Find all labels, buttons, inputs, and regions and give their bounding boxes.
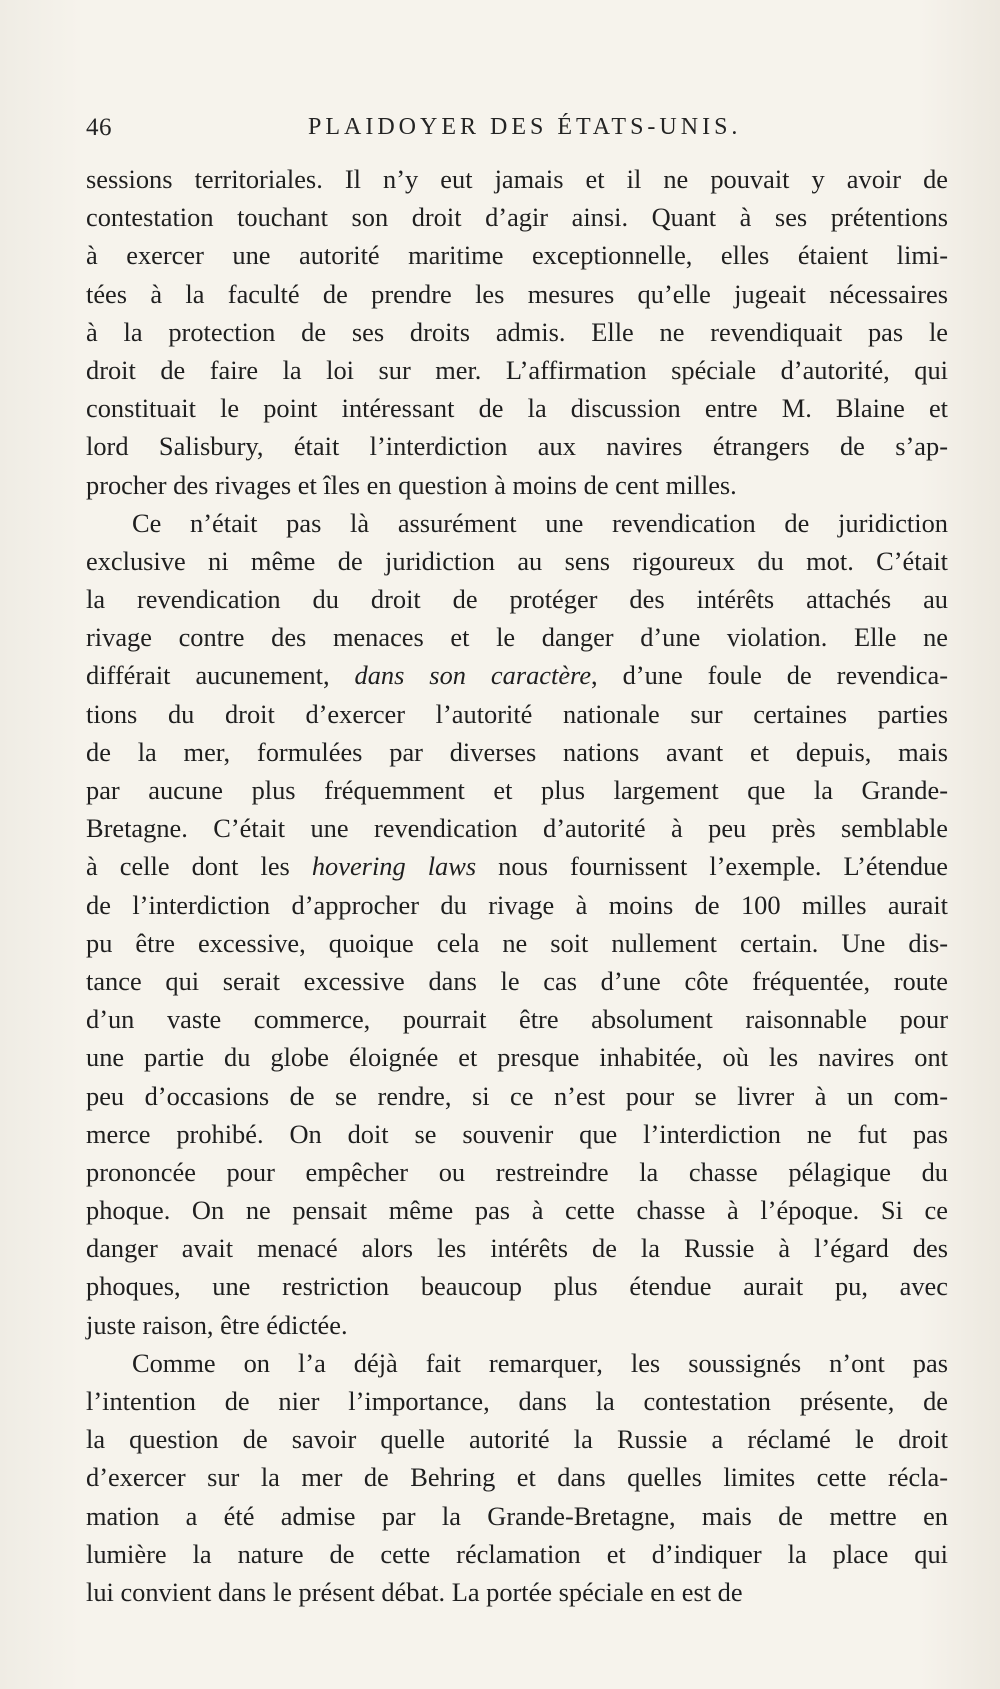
body-text	[86, 160, 948, 1611]
text-line: procher des rivages et îles en question à moins de cent milles.	[86, 469, 737, 500]
text-line: lord Salisbury, était l’interdiction aux navires étrangers de s’ap-	[86, 431, 948, 462]
text-line: une partie du globe éloignée et presque inhabitée, où les navires ont	[86, 1042, 948, 1073]
text-line: lumière la nature de cette réclamation et d’indiquer la place qui	[86, 1538, 948, 1569]
text-segment: différait aucunement,	[86, 660, 355, 691]
text-line: sessions territoriales. Il n’y eut jamais et il ne pouvait y avoir de	[86, 164, 948, 194]
text-line: lui convient dans le présent débat. La portée spéciale en est de	[86, 1576, 743, 1607]
text-line: de la mer, formulées par diverses nations avant et depuis, mais	[86, 736, 948, 767]
text-line: danger avait menacé alors les intérêts de la Russie à l’égard des	[86, 1233, 948, 1264]
text-line: par aucune plus fréquemment et plus largement que la Grande-	[86, 775, 948, 805]
text-line: contestation touchant son droit d’agir ainsi. Quant à ses prétentions	[86, 202, 948, 233]
text-line: de l’interdiction d’approcher du rivage à moins de 100 milles aurait	[86, 889, 948, 920]
text-line: exclusive ni même de juridiction au sens rigoureux du mot. C’était	[86, 545, 948, 576]
page-header	[86, 108, 946, 148]
text-line	[86, 847, 948, 885]
text-line: la revendication du droit de protéger des intérêts attachés au	[86, 584, 948, 615]
text-line: constituait le point intéressant de la discussion entre M. Blaine et	[86, 393, 948, 424]
text-line: pu être excessive, quoique cela ne soit nullement certain. Une dis-	[86, 927, 948, 958]
text-line: Comme on l’a déjà fait remarquer, les soussignés n’ont pas	[132, 1347, 948, 1378]
running-title: PLAIDOYER DES ÉTATS-UNIS.	[308, 114, 742, 140]
text-line: rivage contre des menaces et le danger d’une violation. Elle ne	[86, 622, 948, 653]
text-segment: nous fournissent l’exemple. L’étendue	[476, 851, 948, 882]
text-line: peu d’occasions de se rendre, si ce n’est pour se livrer à un com-	[86, 1080, 948, 1111]
text-line: prononcée pour empêcher ou restreindre la chasse pélagique du	[86, 1156, 948, 1187]
text-line: mation a été admise par la Grande-Bretagne, mais de mettre en	[86, 1500, 948, 1531]
text-line: la question de savoir quelle autorité la Russie a réclamé le droit	[86, 1424, 948, 1455]
paragraph	[86, 1344, 948, 1611]
text-line: Ce n’était pas là assurément une revendication de juridiction	[132, 507, 948, 538]
text-line: juste raison, être édictée.	[86, 1309, 348, 1340]
text-line: l’intention de nier l’importance, dans la contestation présente, de	[86, 1386, 948, 1416]
text-line: tées à la faculté de prendre les mesures qu’elle jugeait nécessaires	[86, 278, 948, 309]
text-line: phoque. On ne pensait même pas à cette chasse à l’époque. Si ce	[86, 1195, 948, 1226]
italic-phrase: dans son caractère	[354, 660, 592, 691]
paragraph	[86, 504, 948, 1344]
text-line: à exercer une autorité maritime exceptionnelle, elles étaient limi-	[86, 240, 948, 271]
text-line: tions du droit d’exercer l’autorité nationale sur certaines parties	[86, 698, 948, 729]
paragraph	[86, 160, 948, 504]
italic-phrase: hovering laws	[311, 851, 477, 882]
text-line	[86, 656, 948, 694]
text-line: Bretagne. C’était une revendication d’autorité à peu près semblable	[86, 813, 948, 844]
text-line: phoques, une restriction beaucoup plus étendue aurait pu, avec	[86, 1271, 948, 1302]
text-line: d’exercer sur la mer de Behring et dans quelles limites cette récla-	[86, 1462, 948, 1493]
text-segment: , d’une foule de revendica-	[591, 660, 948, 691]
text-line: droit de faire la loi sur mer. L’affirmation spéciale d’autorité, qui	[86, 354, 948, 385]
text-segment: à celle dont les	[86, 851, 312, 882]
page-number: 46	[86, 114, 112, 141]
text-line: à la protection de ses droits admis. Elle ne revendiquait pas le	[86, 316, 948, 347]
text-line: merce prohibé. On doit se souvenir que l’interdiction ne fut pas	[86, 1118, 948, 1149]
text-line: tance qui serait excessive dans le cas d’une côte fréquentée, route	[86, 965, 948, 996]
text-line: d’un vaste commerce, pourrait être absolument raisonnable pour	[86, 1004, 948, 1035]
